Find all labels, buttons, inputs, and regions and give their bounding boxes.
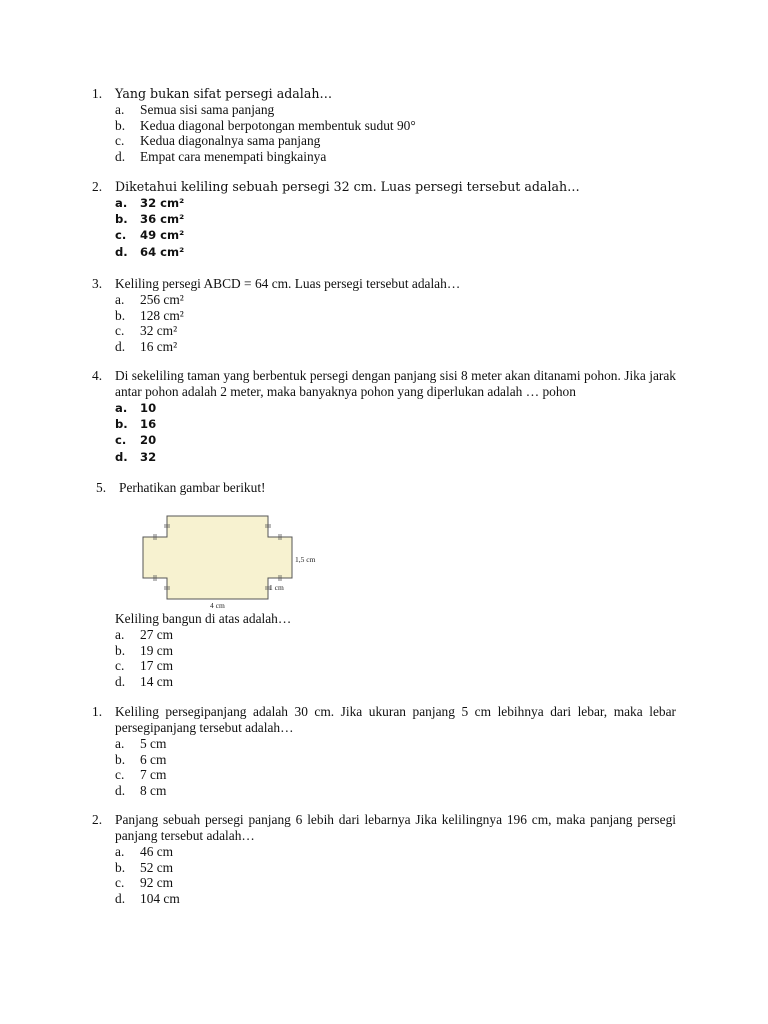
- option-text: 16 cm²: [140, 338, 178, 354]
- question-2: [92, 179, 676, 260]
- option-letter: c.: [115, 228, 127, 243]
- option-letter: d.: [115, 890, 126, 906]
- question-3: [92, 276, 676, 354]
- option-text: 104 cm: [140, 890, 180, 906]
- option-letter: c.: [115, 875, 125, 891]
- question-text: Perhatikan gambar berikut!: [119, 480, 266, 495]
- question-text: Panjang sebuah persegi panjang 6 lebih dari lebarnya Jika kelilingnya 196 cm, maka panjang persegi panjang tersebut adalah…: [115, 812, 676, 843]
- option-text: 128 cm²: [140, 307, 184, 323]
- option-text: 36 cm²: [140, 212, 185, 227]
- option-letter: a.: [115, 736, 125, 751]
- question-number: 2.: [92, 179, 103, 194]
- options-list: [92, 844, 676, 906]
- option-c: [115, 658, 676, 674]
- option-letter: a.: [115, 292, 125, 307]
- option-d: [115, 149, 676, 165]
- option-b: [115, 860, 676, 876]
- question-number: 4.: [92, 368, 103, 383]
- option-b: [115, 118, 676, 134]
- option-letter: d.: [115, 244, 128, 259]
- option-text: Empat cara menempati bingkainya: [140, 148, 327, 164]
- question-1: [92, 86, 676, 164]
- option-text: 32 cm²: [140, 196, 185, 210]
- option-text: 20: [140, 433, 157, 448]
- options-list: [92, 102, 676, 164]
- option-text: 16: [140, 417, 157, 432]
- option-letter: d.: [115, 673, 126, 689]
- option-letter: a.: [115, 102, 125, 117]
- option-text: 32 cm²: [140, 323, 178, 339]
- question-text: Diketahui keliling sebuah persegi 32 cm. Luas persegi tersebut adalah…: [115, 179, 580, 194]
- option-letter: b.: [115, 859, 126, 875]
- option-letter: a.: [115, 401, 128, 415]
- option-letter: a.: [115, 844, 125, 859]
- option-d: [115, 891, 676, 907]
- option-a: [115, 736, 676, 752]
- option-d: [115, 449, 676, 465]
- option-letter: c.: [115, 767, 125, 783]
- height-label: 1,5 cm: [295, 555, 316, 564]
- option-b: [115, 416, 676, 432]
- option-a: [115, 195, 676, 211]
- option-a: [115, 627, 676, 643]
- option-letter: b.: [115, 417, 128, 432]
- option-text: 10: [140, 401, 157, 415]
- question-number: 1.: [92, 86, 103, 101]
- option-text: 5 cm: [140, 736, 167, 751]
- option-text: 8 cm: [140, 782, 167, 798]
- option-b: [115, 308, 676, 324]
- notch-label: 1 cm: [269, 583, 284, 592]
- option-letter: d.: [115, 338, 126, 354]
- question-number: 5.: [96, 480, 107, 495]
- option-text: 64 cm²: [140, 244, 185, 259]
- question-number: 3.: [92, 276, 103, 291]
- option-text: 46 cm: [140, 844, 174, 859]
- option-letter: d.: [115, 449, 128, 464]
- width-label: 4 cm: [210, 601, 225, 610]
- option-letter: c.: [115, 433, 127, 448]
- option-text: Kedua diagonal berpotongan membentuk sudut 90°: [140, 117, 416, 133]
- option-letter: b.: [115, 642, 126, 658]
- option-b: [115, 643, 676, 659]
- option-a: [115, 844, 676, 860]
- question-number: 1.: [92, 704, 103, 719]
- option-d: [115, 339, 676, 355]
- question-prompt: Keliling bangun di atas adalah…: [115, 611, 292, 626]
- option-text: 6 cm: [140, 751, 167, 767]
- option-letter: a.: [115, 627, 125, 642]
- option-b: [115, 211, 676, 227]
- question-7: [92, 812, 676, 906]
- option-d: [115, 783, 676, 799]
- option-letter: c.: [115, 133, 125, 149]
- option-c: [115, 133, 676, 149]
- option-letter: b.: [115, 212, 128, 227]
- option-text: 92 cm: [140, 875, 174, 891]
- question-5: [96, 480, 680, 496]
- option-text: 256 cm²: [140, 292, 184, 307]
- question-text: Keliling persegi ABCD = 64 cm. Luas persegi tersebut adalah…: [115, 276, 461, 291]
- cross-shape-figure: [140, 508, 330, 613]
- question-5-body: [92, 611, 676, 689]
- option-c: [115, 767, 676, 783]
- option-d: [115, 674, 676, 690]
- option-c: [115, 875, 676, 891]
- option-text: Kedua diagonalnya sama panjang: [140, 133, 321, 149]
- options-list: [92, 195, 676, 260]
- option-text: 27 cm: [140, 627, 174, 642]
- option-letter: a.: [115, 196, 128, 210]
- option-b: [115, 752, 676, 768]
- question-text: Keliling persegipanjang adalah 30 cm. Jika ukuran panjang 5 cm lebihnya dari lebar, maka lebar persegipanjang tersebut adalah…: [115, 704, 676, 735]
- option-text: 14 cm: [140, 673, 174, 689]
- options-list: [92, 292, 676, 354]
- option-letter: c.: [115, 323, 125, 339]
- question-4: [92, 368, 676, 465]
- options-list: [92, 400, 676, 465]
- option-a: [115, 102, 676, 118]
- option-letter: b.: [115, 117, 126, 133]
- options-list: [92, 627, 676, 689]
- question-text: Di sekeliling taman yang berbentuk persegi dengan panjang sisi 8 meter akan ditanami pohon. Jika jarak antar pohon adalah 2 meter, maka banyaknya pohon yang diperlukan adalah … pohon: [115, 368, 676, 399]
- option-letter: d.: [115, 148, 126, 164]
- option-letter: c.: [115, 658, 125, 674]
- option-c: [115, 323, 676, 339]
- question-number: 2.: [92, 812, 103, 827]
- options-list: [92, 736, 676, 798]
- question-6: [92, 704, 676, 798]
- option-text: 17 cm: [140, 658, 174, 674]
- cross-shape-diagram: [140, 508, 330, 613]
- option-d: [115, 244, 676, 260]
- option-text: Semua sisi sama panjang: [140, 102, 275, 117]
- option-text: 19 cm: [140, 642, 174, 658]
- option-text: 49 cm²: [140, 228, 185, 243]
- option-a: [115, 292, 676, 308]
- option-letter: b.: [115, 307, 126, 323]
- option-c: [115, 432, 676, 448]
- option-text: 32: [140, 449, 157, 464]
- option-letter: b.: [115, 751, 126, 767]
- option-a: [115, 400, 676, 416]
- option-text: 52 cm: [140, 859, 174, 875]
- question-text: Yang bukan sifat persegi adalah…: [115, 86, 333, 101]
- option-letter: d.: [115, 782, 126, 798]
- option-c: [115, 227, 676, 243]
- option-text: 7 cm: [140, 767, 167, 783]
